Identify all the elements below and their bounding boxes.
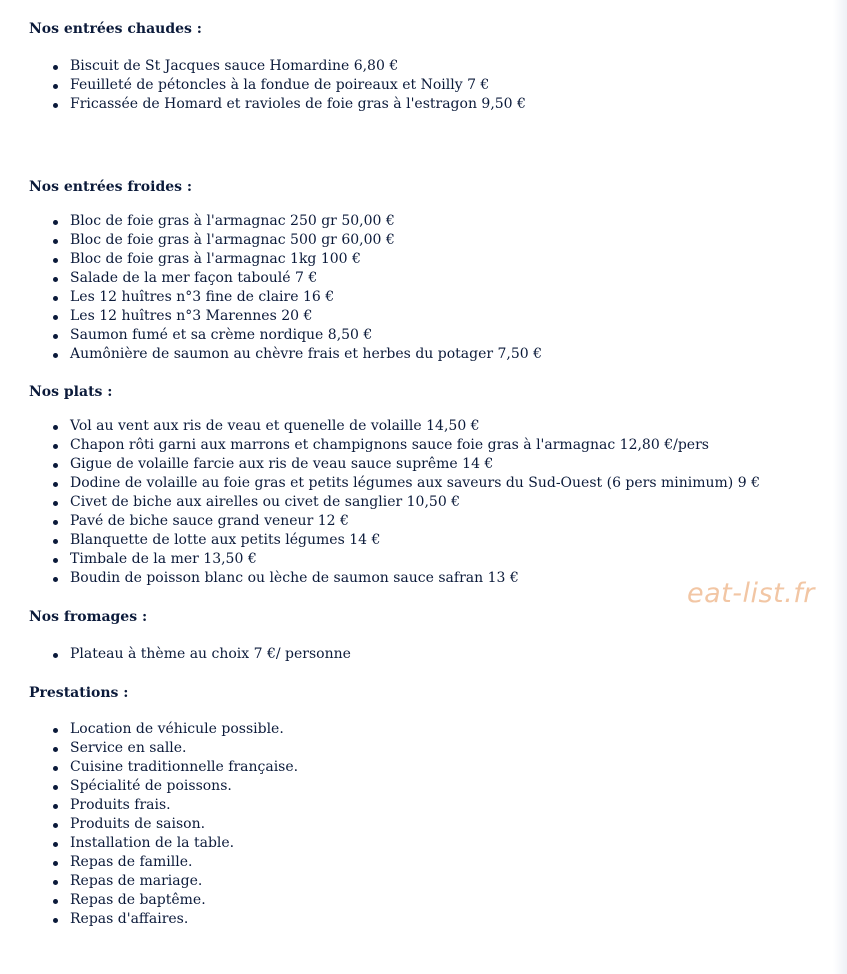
section-prestations (29, 684, 819, 929)
list-item: Repas de mariage. (29, 872, 819, 891)
list-item: Fricassée de Homard et ravioles de foie gras à l'estragon 9,50 € (29, 95, 819, 114)
item-list (29, 57, 819, 114)
list-item: Chapon rôti garni aux marrons et champignons sauce foie gras à l'armagnac 12,80 €/pers (29, 436, 819, 455)
list-item: Bloc de foie gras à l'armagnac 250 gr 50,00 € (29, 212, 819, 231)
list-item: Location de véhicule possible. (29, 720, 819, 739)
list-item: Gigue de volaille farcie aux ris de veau sauce suprême 14 € (29, 455, 819, 474)
section-entrees-chaudes (29, 20, 819, 114)
list-item: Plateau à thème au choix 7 €/ personne (29, 645, 819, 664)
watermark-text: eat-list.fr (687, 578, 815, 609)
list-item: Repas de famille. (29, 853, 819, 872)
list-item: Installation de la table. (29, 834, 819, 853)
list-item: Salade de la mer façon taboulé 7 € (29, 269, 819, 288)
list-item: Produits frais. (29, 796, 819, 815)
list-item: Timbale de la mer 13,50 € (29, 550, 819, 569)
section-title: Nos plats : (29, 384, 113, 400)
list-item: Service en salle. (29, 739, 819, 758)
section-title: Prestations : (29, 685, 129, 701)
menu-content (29, 20, 819, 929)
item-list (29, 212, 819, 364)
list-item: Civet de biche aux airelles ou civet de sanglier 10,50 € (29, 493, 819, 512)
list-item: Produits de saison. (29, 815, 819, 834)
item-list (29, 720, 819, 929)
list-item: Vol au vent aux ris de veau et quenelle de volaille 14,50 € (29, 417, 819, 436)
list-item: Bloc de foie gras à l'armagnac 500 gr 60,00 € (29, 231, 819, 250)
section-title: Nos entrées froides : (29, 179, 193, 195)
item-list (29, 645, 819, 664)
section-title: Nos fromages : (29, 609, 148, 625)
list-item: Les 12 huîtres n°3 fine de claire 16 € (29, 288, 819, 307)
list-item: Biscuit de St Jacques sauce Homardine 6,80 € (29, 57, 819, 76)
list-item: Spécialité de poissons. (29, 777, 819, 796)
list-item: Les 12 huîtres n°3 Marennes 20 € (29, 307, 819, 326)
section-title: Nos entrées chaudes : (29, 21, 202, 37)
list-item: Bloc de foie gras à l'armagnac 1kg 100 € (29, 250, 819, 269)
list-item: Feuilleté de pétoncles à la fondue de poireaux et Noilly 7 € (29, 76, 819, 95)
section-entrees-froides (29, 178, 819, 364)
list-item: Repas de baptême. (29, 891, 819, 910)
section-fromages (29, 608, 819, 664)
list-item: Blanquette de lotte aux petits légumes 14 € (29, 531, 819, 550)
page-edge-shadow (833, 0, 847, 974)
list-item: Saumon fumé et sa crème nordique 8,50 € (29, 326, 819, 345)
item-list (29, 417, 819, 588)
list-item: Repas d'affaires. (29, 910, 819, 929)
section-plats (29, 383, 819, 588)
list-item: Aumônière de saumon au chèvre frais et herbes du potager 7,50 € (29, 345, 819, 364)
list-item: Pavé de biche sauce grand veneur 12 € (29, 512, 819, 531)
list-item: Dodine de volaille au foie gras et petits légumes aux saveurs du Sud-Ouest (6 pers minimum) 9 € (29, 474, 819, 493)
list-item: Boudin de poisson blanc ou lèche de saumon sauce safran 13 € (29, 569, 819, 588)
list-item: Cuisine traditionnelle française. (29, 758, 819, 777)
